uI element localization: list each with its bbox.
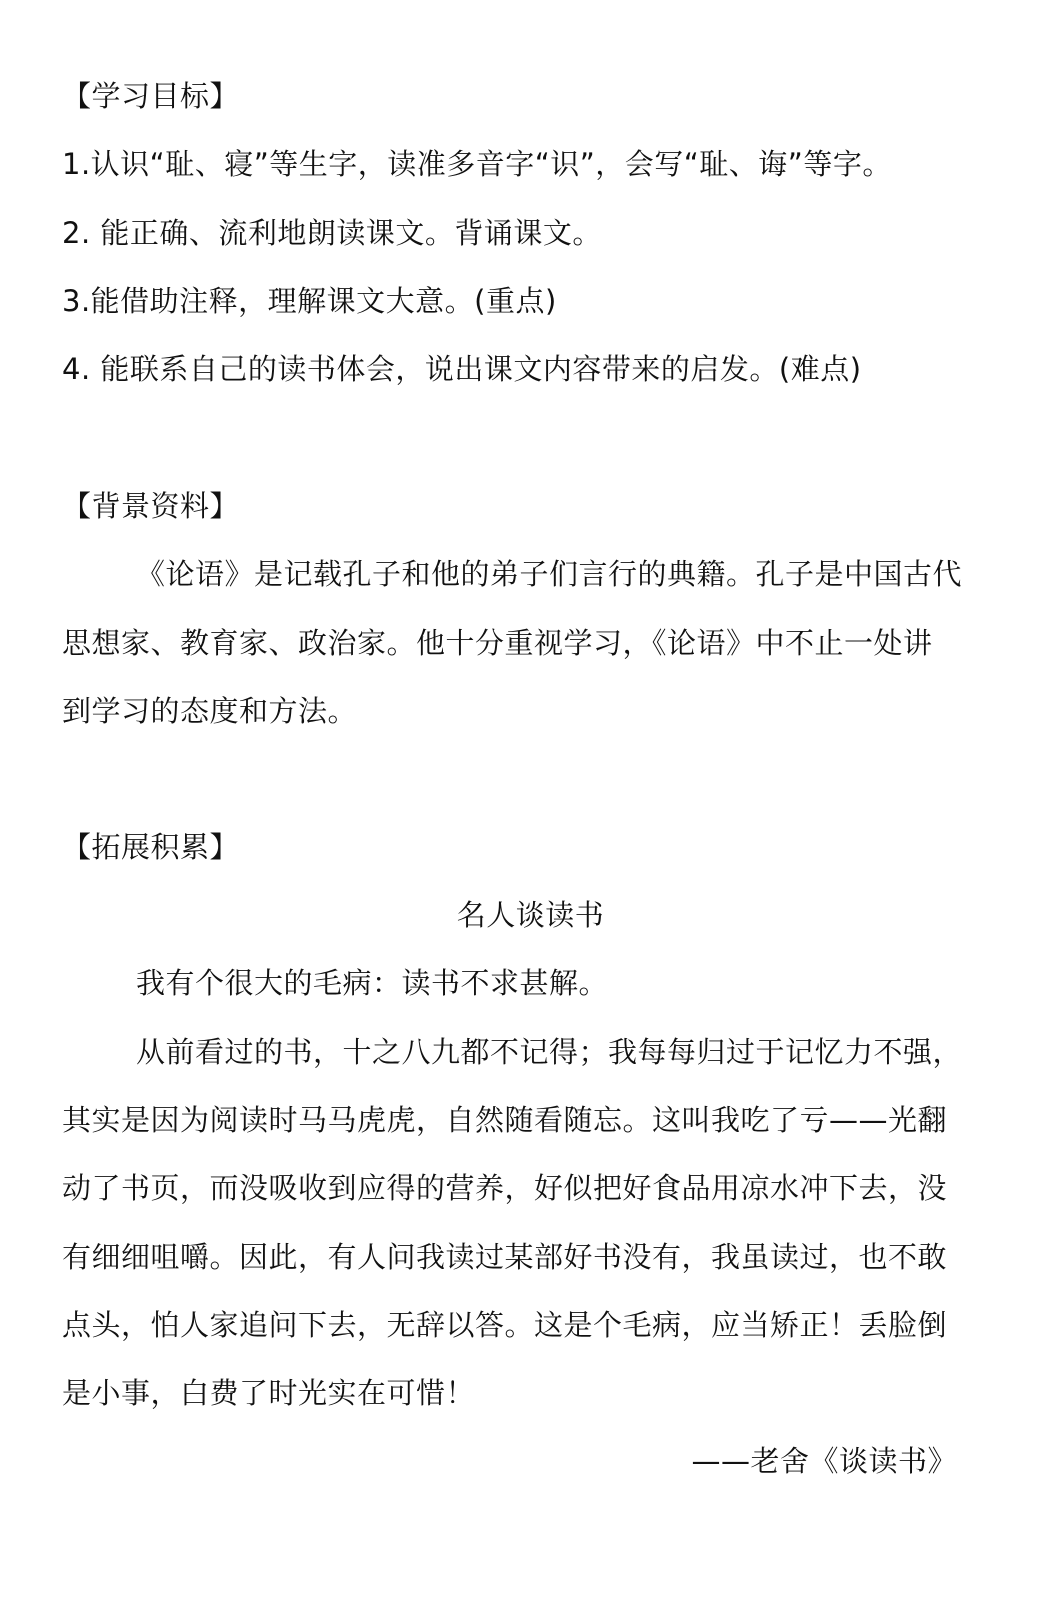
essay-paragraph-2-line-5: 点头，怕人家追问下去，无辞以答。这是个毛病，应当矫正！丢脸倒: [62, 1308, 948, 1342]
objectives-heading: 【学习目标】: [62, 79, 240, 113]
essay-paragraph-1: 我有个很大的毛病：读书不求甚解。: [136, 966, 609, 1000]
background-line-3: 到学习的态度和方法。: [62, 694, 358, 728]
essay-attribution: ——老舍《谈读书》: [691, 1444, 957, 1478]
essay-title: 名人谈读书: [456, 898, 605, 932]
objective-item-2: 2. 能正确、流利地朗读课文。背诵课文。: [62, 216, 602, 250]
objective-item-4: 4. 能联系自己的读书体会，说出课文内容带来的启发。(难点): [62, 352, 862, 386]
essay-paragraph-2-line-2: 其实是因为阅读时马马虎虎，自然随看随忘。这叫我吃了亏——光翻: [62, 1103, 948, 1137]
essay-paragraph-2-line-6: 是小事，白费了时光实在可惜！: [62, 1376, 476, 1410]
essay-paragraph-2-line-3: 动了书页，而没吸收到应得的营养，好似把好食品用凉水冲下去，没: [62, 1171, 948, 1205]
essay-paragraph-2-line-1: 从前看过的书，十之八九都不记得；我每每归过于记忆力不强，: [136, 1035, 963, 1069]
extension-heading: 【拓展积累】: [62, 830, 240, 864]
background-heading: 【背景资料】: [62, 489, 240, 523]
essay-paragraph-2-line-4: 有细细咀嚼。因此，有人问我读过某部好书没有，我虽读过，也不敢: [62, 1240, 948, 1274]
objective-item-3: 3.能借助注释，理解课文大意。(重点): [62, 284, 557, 318]
background-line-2: 思想家、教育家、政治家。他十分重视学习，《论语》中不止一处讲: [62, 626, 933, 660]
objective-item-1: 1.认识“耻、寝”等生字，读准多音字“识”，会写“耻、诲”等字。: [62, 147, 892, 181]
background-line-1: 《论语》是记载孔子和他的弟子们言行的典籍。孔子是中国古代: [136, 557, 963, 591]
